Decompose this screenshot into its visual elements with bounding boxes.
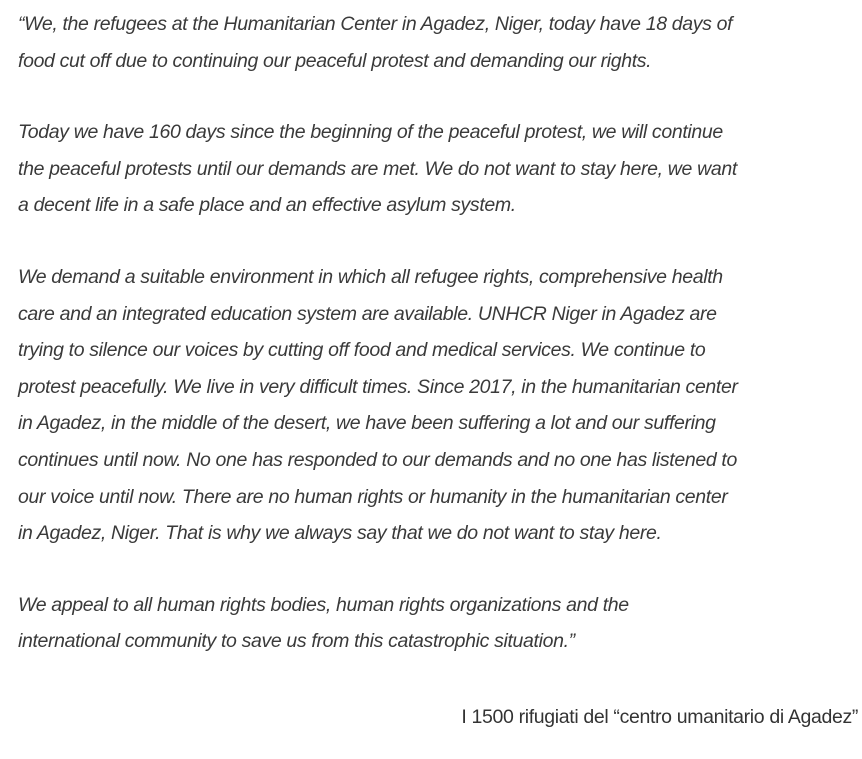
article-body [18, 6, 818, 695]
signature: I 1500 rifugiati del “centro umanitario di Agadez” [461, 706, 858, 728]
quote-line: the peaceful protests until our demands are met. We do not want to stay here, we want [18, 157, 737, 180]
quote-paragraph-4 [18, 587, 818, 660]
quote-line: “We, the refugees at the Humanitarian Center in Agadez, Niger, today have 18 days of [18, 13, 733, 35]
quote-line: We appeal to all human rights bodies, human rights organizations and the [18, 593, 629, 616]
quote-paragraph-1 [18, 6, 818, 79]
quote-paragraph-2 [18, 114, 818, 224]
quote-line: continues until now. No one has responded to our demands and no one has listened to [18, 448, 737, 471]
quote-line: trying to silence our voices by cutting off food and medical services. We continue to [18, 339, 706, 362]
quote-line: care and an integrated education system are available. UNHCR Niger in Agadez are [18, 302, 717, 325]
quote-line: food cut off due to continuing our peaceful protest and demanding our rights. [18, 49, 652, 72]
quote-line: protest peacefully. We live in very difficult times. Since 2017, in the humanitarian center [18, 375, 738, 398]
quote-line: our voice until now. There are no human rights or humanity in the humanitarian center [18, 485, 728, 508]
quote-line: We demand a suitable environment in which all refugee rights, comprehensive health [18, 265, 723, 288]
quote-line: international community to save us from this catastrophic situation.” [18, 630, 575, 653]
quote-line: Today we have 160 days since the beginning of the peaceful protest, we will continue [18, 121, 723, 144]
quote-line: a decent life in a safe place and an effective asylum system. [18, 194, 516, 217]
quote-line: in Agadez, Niger. That is why we always say that we do not want to stay here. [18, 522, 662, 545]
quote-line: in Agadez, in the middle of the desert, we have been suffering a lot and our suffering [18, 412, 716, 435]
quote-paragraph-3 [18, 259, 818, 552]
